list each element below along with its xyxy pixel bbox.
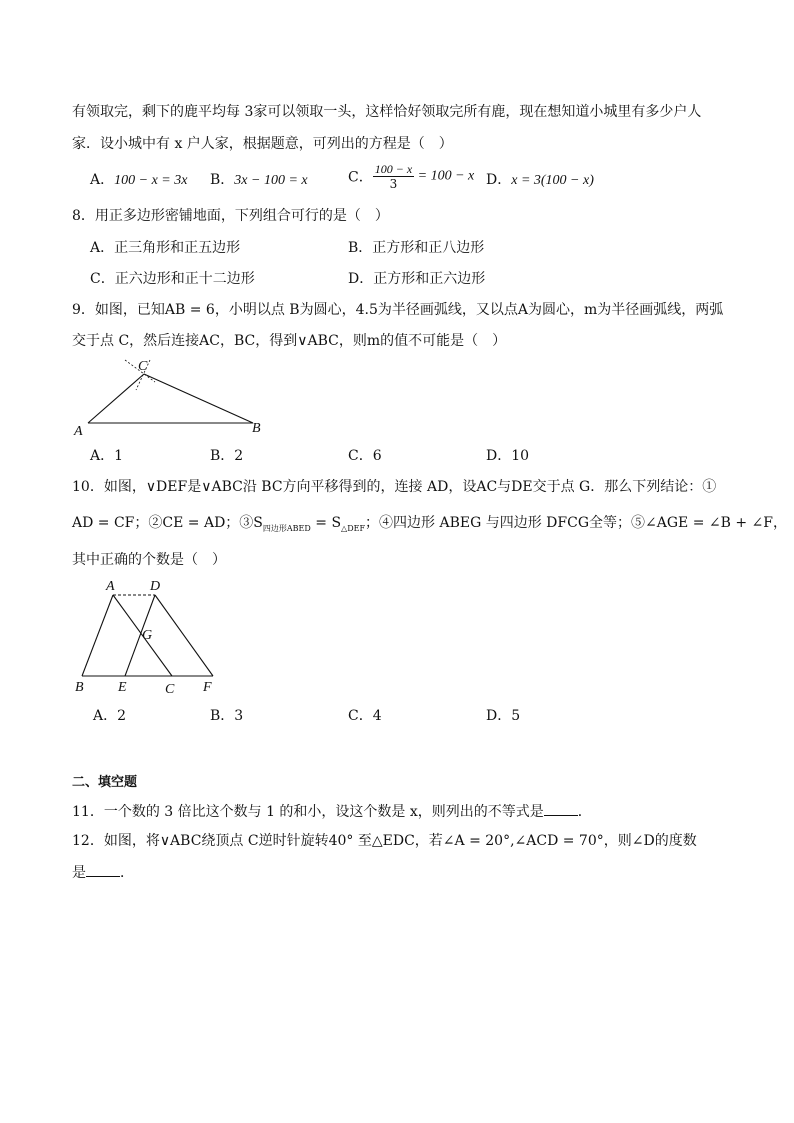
q7-option-c: C． $\frac{100 - x}{3}$ = 100 − x: [348, 162, 475, 191]
q9-option-a: A．1: [90, 448, 124, 464]
q9-label-c: C: [138, 359, 148, 374]
q10-text-line2: AD = CF；②CE = AD；$③S_{四边形ABED} = S_{\triangle DEF}$；④四边形 ABEG 与四边形 DFCG全等；⑤∠AGE = ∠B + ∠F，: [72, 515, 787, 533]
q10-translation-figure: [70, 576, 230, 701]
q10-label-d: D: [150, 579, 161, 594]
q7-text-line1: 有领取完，剩下的鹿平均每 3家可以领取一头，这样恰好领取完所有鹿，现在想知道小城里有多少户人: [72, 104, 702, 120]
q9-text-line2: 交于点 C，然后连接AC，BC，得到∨ABC，则m的值不可能是（ ）: [72, 333, 507, 349]
q10-label-c: C: [165, 682, 175, 697]
q10-text-line1: 10．如图，∨DEF是∨ABC沿 BC方向平移得到的，连接 AD，设AC与DE交于点 G．那么下列结论：①: [72, 479, 717, 495]
q9-side-bc: [144, 374, 253, 423]
q10-label-g: G: [142, 628, 153, 643]
q12-text-line2: 是 ．: [72, 862, 134, 883]
q10-label-a: A: [106, 579, 115, 594]
q7-option-a: A．100 − x = 3x: [90, 172, 188, 188]
q10-text-line3: 其中正确的个数是（ ）: [72, 552, 226, 568]
q9-triangle-figure: [70, 355, 270, 440]
q8-option-b: B．正方形和正八边形: [348, 240, 485, 256]
q9-option-b: B．2: [210, 448, 244, 464]
q7-option-b: B．3x − 100 = x: [210, 172, 308, 188]
q9-label-a: A: [74, 424, 83, 439]
q10-option-c: C．4: [348, 708, 382, 724]
q8-option-c: C．正六边形和正十二边形: [90, 271, 255, 287]
q10-option-a: A．2: [93, 708, 127, 724]
q8-option-d: D．正方形和正六边形: [348, 271, 486, 287]
q10-option-d: D．5: [486, 708, 521, 724]
q9-text-line1: 9．如图，已知AB = 6，小明以点 B为圆心，4.5为半径画弧线，又以点A为圆心，m为半径画弧线，两弧: [72, 302, 724, 318]
q10-label-e: E: [118, 680, 127, 695]
q12-text-line1: 12．如图，将∨ABC绕顶点 C逆时针旋转40° 至△EDC，若∠A = 20°,∠ACD = 70°，则∠D的度数: [72, 833, 697, 849]
q7-option-d: D．x = 3(100 − x): [486, 172, 594, 188]
q9-option-c: C．6: [348, 448, 382, 464]
q9-label-b: B: [252, 421, 261, 436]
q12-answer-blank[interactable]: [86, 862, 120, 877]
q10-option-b: B．3: [210, 708, 244, 724]
q10-label-f: F: [203, 680, 212, 695]
q9-side-ac: [88, 374, 144, 423]
q8-option-a: A．正三角形和正五边形: [90, 240, 241, 256]
q7-text-line2: 家．设小城中有 x 户人家，根据题意，可列出的方程是（ ）: [72, 136, 453, 152]
q11-text: 11．一个数的 3 倍比这个数与 1 的和小，设这个数是 x，则列出的不等式是 ．: [72, 801, 592, 822]
section-heading-fill-in: 二、填空题: [72, 775, 138, 790]
q7-option-c-fraction: $\frac{100 - x}{3}$: [374, 162, 413, 191]
q11-answer-blank[interactable]: [544, 801, 578, 816]
q10-side-ab: [82, 595, 113, 676]
q10-label-b: B: [75, 680, 84, 695]
q9-option-d: D．10: [486, 448, 530, 464]
q8-stem: 8．用正多边形密铺地面，下列组合可行的是（ ）: [72, 208, 389, 224]
